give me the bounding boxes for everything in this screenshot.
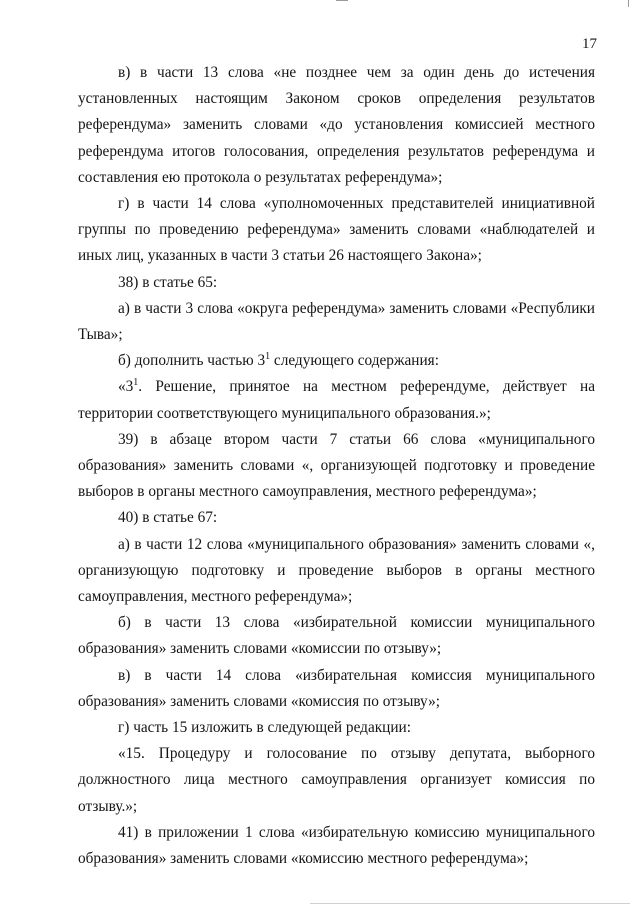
scan-mark-top [336,0,348,1]
paragraph-text: . Решение, принятое на местном референдуме, действует на территории соответствующего муниципального образования.»; [78,378,595,422]
scan-mark-bottom [310,903,630,904]
paragraph: 39) в абзаце втором части 7 статьи 66 слова «муниципального образования» заменить словами «, организующей подготовку и проведение выборов в органы местного самоуправления, местного референдума»; [78,430,595,501]
paragraph: 41) в приложении 1 слова «избирательную комиссию муниципального образования» заменить словами «комиссию местного референдума»; [78,823,595,868]
paragraph: а) в части 12 слова «муниципального образования» заменить словами «, организующую подготовку и проведение выборов в органы местного самоуправления, местного референдума»; [78,535,595,606]
superscript: 1 [133,377,139,389]
paragraph: в) в части 13 слова «не позднее чем за один день до истечения установленных настоящим Законом сроков определения результатов референдума» заменить словами «до установления комиссией местного референдума итогов голосования, определения результатов референдума и составления ею протокола о результатах референдума»; [78,64,595,186]
page-number: 17 [582,36,597,52]
paragraph: г) часть 15 изложить в следующей редакции: [118,719,411,737]
paragraph: б) в части 13 слова «избирательной комиссии муниципального образования» заменить словами «комиссии по отзыву»; [78,614,595,658]
paragraph: «15. Процедуру и голосование по отзыву депутата, выборного должностного лица местного самоуправления организует комиссия по отзыву.»; [78,745,595,815]
scan-mark-top-right [628,0,629,7]
paragraph: в) в части 14 слова «избирательная комиссия муниципального образования» заменить словами «комиссия по отзыву»; [78,666,595,710]
document-body [78,60,595,872]
paragraph-text: следующего содержания: [270,352,439,370]
paragraph-text: б) дополнить частью 3 [118,352,266,370]
superscript: 1 [265,351,271,363]
paragraph: а) в части 3 слова «округа референдума» заменить словами «Республики Тыва»; [78,299,595,344]
paragraph [78,348,595,374]
paragraph-text: «3 [118,378,134,396]
paragraph [78,374,595,426]
paragraph: 38) в статье 65: [118,273,218,291]
paragraph: г) в части 14 слова «уполномоченных представителей инициативной группы по проведению референдума» заменить словами «наблюдателей и иных лиц, указанных в части 3 статьи 26 настоящего Закона»; [78,195,595,265]
paragraph: 40) в статье 67: [118,509,218,527]
